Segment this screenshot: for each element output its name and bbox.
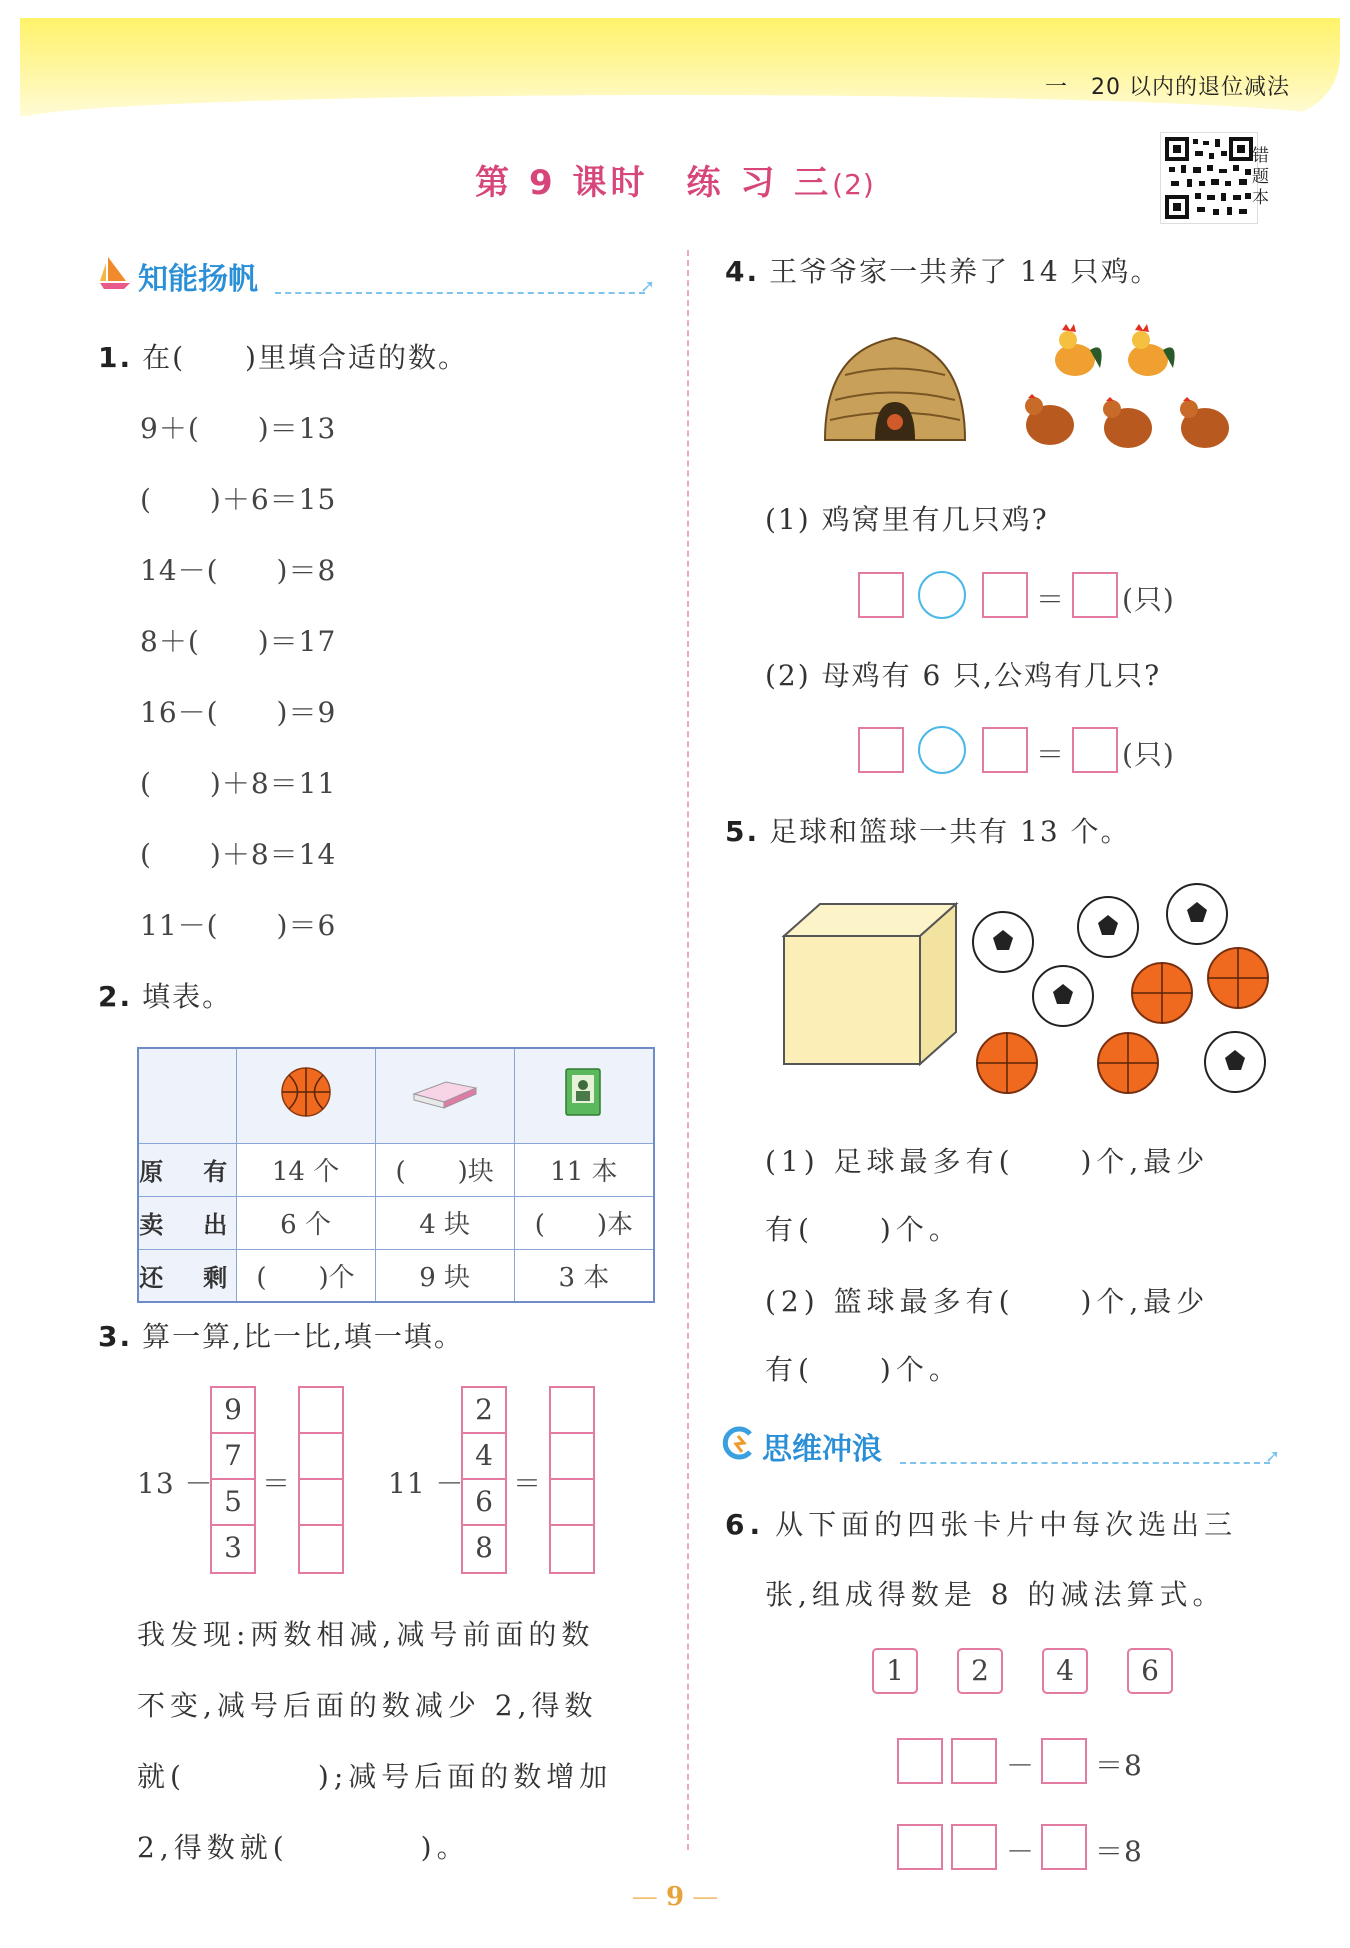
answer-blank[interactable] (551, 1526, 593, 1572)
subquestion: (2) 篮球最多有( )个,最少 (765, 1285, 1210, 1318)
question-number: 5. (725, 815, 760, 848)
subtrahend-column-left (210, 1386, 256, 1574)
question-text: 从下面的四张卡片中每次选出三 (775, 1508, 1238, 1541)
basketball-icon (279, 1065, 333, 1119)
table-cell: 4 块 (375, 1196, 514, 1249)
question-text: 在( )里填合适的数。 (142, 341, 468, 374)
question-text: 王爷爷家一共养了 14 只鸡。 (769, 255, 1161, 288)
qr-code[interactable] (1160, 132, 1258, 224)
equals-sign: ＝ (1036, 738, 1066, 771)
answer-box[interactable] (982, 572, 1028, 618)
soccer-ball-icon (973, 912, 1033, 972)
operator-circle[interactable] (918, 571, 966, 619)
soccer-ball-icon (1167, 884, 1227, 944)
answer-box[interactable] (858, 727, 904, 773)
subtrahend: 2 (463, 1388, 505, 1434)
section-arrow-icon: ➚ (640, 276, 656, 297)
table-cell: 14 个 (236, 1143, 375, 1196)
question-4 (725, 250, 1161, 290)
number-card[interactable]: 6 (1127, 1648, 1173, 1694)
table-row (138, 1143, 654, 1196)
question-1 (98, 336, 468, 376)
question-6 (725, 1503, 1237, 1543)
hen-icon (1180, 397, 1229, 448)
table-row (138, 1196, 654, 1249)
finding-line: 不变,减号后面的数减少 2,得数 (137, 1689, 598, 1722)
number-card[interactable]: 2 (957, 1648, 1003, 1694)
fill-table (137, 1047, 655, 1303)
question-text-continued: 张,组成得数是 8 的减法算式。 (765, 1578, 1226, 1611)
subquestion: (2) 母鸡有 6 只,公鸡有几只? (765, 659, 1162, 692)
subtrahend: 5 (212, 1480, 254, 1526)
answer-box[interactable] (1072, 727, 1118, 773)
unit-label: (只) (1122, 738, 1175, 771)
rooster-icon (1128, 324, 1175, 376)
answer-box[interactable] (858, 572, 904, 618)
answer-box[interactable] (951, 1738, 997, 1784)
subtrahend: 8 (475, 1531, 493, 1564)
section-title-zhineng: 知能扬帆 (138, 262, 258, 297)
row-header: 还 剩 (138, 1249, 236, 1302)
book-icon (562, 1065, 606, 1119)
table-cell: 6 个 (236, 1196, 375, 1249)
answer-blank[interactable] (300, 1434, 342, 1480)
question-2 (98, 975, 232, 1015)
basketball-icon (1098, 1033, 1158, 1093)
question-number: 2. (98, 980, 133, 1013)
question-text: 填表。 (142, 980, 233, 1013)
table-cell: ( )块 (375, 1143, 514, 1196)
basketball-icon (977, 1033, 1037, 1093)
operator-circle[interactable] (918, 726, 966, 774)
finding-line: 2,得数就( )。 (137, 1831, 470, 1864)
question-5 (725, 810, 1131, 850)
answer-blank[interactable] (300, 1388, 342, 1434)
table-cell: 11 本 (514, 1143, 654, 1196)
finding-line: 就( );减号后面的数增加 (137, 1760, 613, 1793)
answer-blank[interactable] (551, 1434, 593, 1480)
qr-label: 错题本 (1252, 146, 1269, 208)
question-number: 6. (725, 1508, 766, 1541)
eraser-icon (410, 1072, 480, 1112)
subquestion: (1) 足球最多有( )个,最少 (765, 1145, 1210, 1178)
equals-sign: ＝ (262, 1467, 292, 1500)
section-underline (275, 292, 645, 294)
hen-icon (1025, 394, 1074, 445)
answer-blank[interactable] (551, 1388, 593, 1434)
unit-label: (只) (1122, 583, 1175, 616)
hen-icon (1103, 397, 1152, 448)
answer-column-right[interactable] (549, 1386, 595, 1574)
subquestion: 有( )个。 (765, 1353, 962, 1386)
balls-illustration (965, 880, 1275, 1100)
minus-sign: － (1006, 1835, 1036, 1868)
page-number-dash-left: — (631, 1882, 666, 1912)
soccer-ball-icon (1033, 966, 1093, 1026)
equation: 8＋( )＝17 (140, 625, 337, 658)
equation: 11－( )＝6 (140, 909, 337, 942)
equation: ( )＋8＝14 (140, 838, 337, 871)
soccer-ball-icon (1205, 1032, 1265, 1092)
subtrahend: 4 (463, 1434, 505, 1480)
page-number (0, 1882, 1350, 1912)
row-header: 原 有 (138, 1143, 236, 1196)
section-underline (900, 1462, 1270, 1464)
equals-sign: ＝ (513, 1467, 543, 1500)
row-header: 卖 出 (138, 1196, 236, 1249)
result-label: ＝8 (1095, 1835, 1143, 1868)
question-text: 足球和篮球一共有 13 个。 (769, 815, 1131, 848)
question-number: 3. (98, 1320, 133, 1353)
equation: ( )＋6＝15 (140, 483, 337, 516)
finding-line: 我发现:两数相减,减号前面的数 (137, 1618, 595, 1651)
answer-box[interactable] (1041, 1738, 1087, 1784)
subquestion: (1) 鸡窝里有几只鸡? (765, 503, 1049, 536)
table-icon-cell (236, 1048, 375, 1143)
table-cell: 9 块 (375, 1249, 514, 1302)
table-icon-cell (375, 1048, 514, 1143)
answer-box[interactable] (897, 1738, 943, 1784)
qr-code-icon (1161, 133, 1257, 223)
table-cell: ( )本 (514, 1196, 654, 1249)
table-row (138, 1048, 654, 1143)
answer-blank[interactable] (300, 1526, 342, 1572)
subquestion: 有( )个。 (765, 1213, 962, 1246)
equation: 14－( )＝8 (140, 554, 337, 587)
question-3 (98, 1315, 464, 1355)
subtrahend: 9 (212, 1388, 254, 1434)
number-card[interactable]: 4 (1042, 1648, 1088, 1694)
lesson-title-paren: (2) (832, 168, 875, 201)
chapter-header: 一 20 以内的退位减法 (1045, 75, 1290, 100)
subtrahend: 6 (463, 1480, 505, 1526)
table-cell: ( )个 (236, 1249, 375, 1302)
subtrahend: 7 (212, 1434, 254, 1480)
basketball-icon (1208, 948, 1268, 1008)
answer-box[interactable] (1072, 572, 1118, 618)
answer-box[interactable] (1041, 1824, 1087, 1870)
equals-sign: ＝ (1036, 583, 1066, 616)
sailboat-icon (100, 255, 132, 291)
table-row (138, 1249, 654, 1302)
page-number-value: 9 (665, 1882, 685, 1912)
minus-sign: － (1006, 1749, 1036, 1782)
subtrahend-column-right (461, 1386, 507, 1574)
page-number-dash-right: — (684, 1882, 719, 1912)
equation: 9＋( )＝13 (140, 412, 337, 445)
lesson-title-main: 第 9 课时 练 习 三 (475, 163, 833, 203)
basketball-icon (1132, 963, 1192, 1023)
soccer-ball-icon (1078, 897, 1138, 957)
result-label: ＝8 (1095, 1749, 1143, 1782)
chickens-illustration (1020, 320, 1240, 460)
lesson-title (0, 155, 1350, 204)
answer-box[interactable] (897, 1824, 943, 1870)
question-number: 4. (725, 255, 760, 288)
number-card[interactable]: 1 (872, 1648, 918, 1694)
table-corner (138, 1048, 236, 1143)
box-illustration (780, 900, 960, 1070)
minuend-left: 13 － (137, 1467, 214, 1500)
section-arrow-icon: ➚ (1265, 1446, 1281, 1467)
equation: ( )＋8＝11 (140, 767, 337, 800)
minuend-right: 11 － (388, 1467, 465, 1500)
section-title-siwei: 思维冲浪 (762, 1432, 882, 1467)
chicken-coop-illustration (820, 330, 970, 450)
equation: 16－( )＝9 (140, 696, 337, 729)
question-number: 1. (98, 341, 133, 374)
question-text: 算一算,比一比,填一填。 (142, 1320, 464, 1353)
table-icon-cell (514, 1048, 654, 1143)
column-divider (687, 250, 689, 1850)
table-cell: 3 本 (514, 1249, 654, 1302)
answer-blank[interactable] (551, 1480, 593, 1526)
rooster-icon (1055, 324, 1102, 376)
answer-column-left[interactable] (298, 1386, 344, 1574)
answer-blank[interactable] (300, 1480, 342, 1526)
answer-box[interactable] (951, 1824, 997, 1870)
wave-icon (720, 1426, 754, 1460)
subtrahend: 3 (224, 1531, 242, 1564)
answer-box[interactable] (982, 727, 1028, 773)
